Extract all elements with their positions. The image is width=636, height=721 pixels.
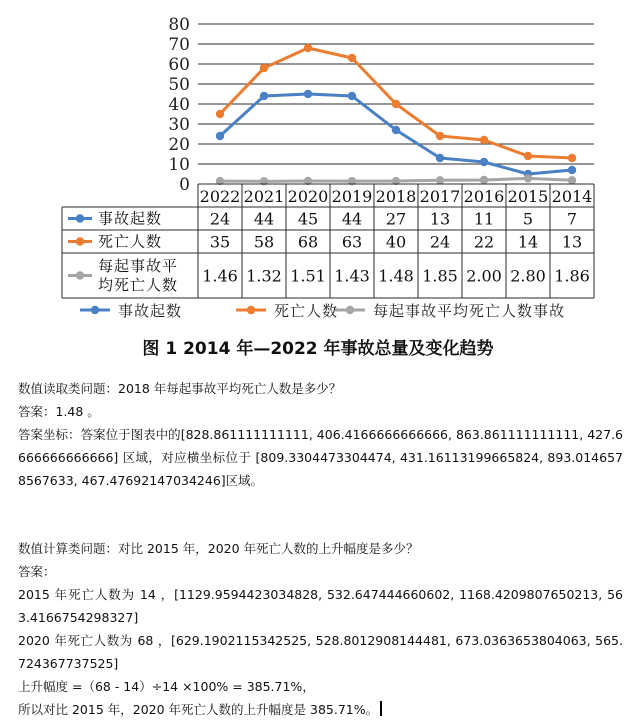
table-cell-value: 14 [517,232,539,252]
table-series-key-marker [76,237,84,245]
answer-2-conclusion-text: 所以对比 2015 年，2020 年死亡人数的上升幅度是 385.71%。 [18,702,379,717]
qa-section-2 [18,537,623,721]
x-tick-label: 2015 [507,187,549,206]
legend-key-marker [91,306,99,314]
question-2: 数值计算类问题：对比 2015 年，2020 年死亡人数的上升幅度是多少？ [18,541,419,556]
answer-2-calculation: 上升幅度 =（68 - 14）÷14 ×100% = 385.71%， [18,679,315,694]
answer-2-line-2020: 2020 年死亡人数为 68 ，[629.1902115342525, 528.8012908144481, 673.0363653804063, 565.724367737525] [18,633,623,671]
table-cell-value: 1.85 [422,266,458,286]
data-point [568,154,576,162]
y-tick-label: 0 [179,175,190,195]
answer-1-coordinates: 答案坐标：答案位于图表中的[828.861111111111, 406.4166666666666, 863.861111111111, 427.6666666666666] 区域，对应横坐标位于 [809.3304473304474, 431.16113199665824, 893.0146578567633, 467.47692147034246]区域。 [18,427,623,488]
text-cursor [380,701,382,716]
legend-key-marker [346,306,354,314]
chart-legend [80,302,565,320]
table-cell-value: 1.32 [246,266,282,286]
x-tick-label: 2016 [463,187,505,206]
table-cell-value: 45 [297,209,319,229]
data-point [216,110,224,118]
table-cell-value: 35 [209,232,231,252]
data-point [304,44,312,52]
table-cell-value: 22 [473,232,495,252]
table-cell-value: 24 [429,232,451,252]
data-point [568,176,576,184]
table-cell-value: 58 [253,232,275,252]
table-cell-value: 11 [473,209,495,229]
y-axis-ticks [168,15,190,195]
table-cell-value: 13 [561,232,583,252]
data-point [480,158,488,166]
data-point [304,90,312,98]
data-point [392,100,400,108]
data-table [62,184,594,298]
y-tick-label: 50 [168,75,190,95]
table-cell-value: 5 [522,209,534,229]
x-tick-label: 2021 [243,187,285,206]
table-cell-value: 1.48 [378,266,414,286]
table-cell-value: 63 [341,232,363,252]
data-point [524,152,532,160]
table-cell-value: 1.51 [290,266,326,286]
data-point [524,174,532,182]
answer-2-label: 答案： [18,564,56,579]
x-tick-label: 2019 [331,187,373,206]
x-tick-label: 2022 [199,187,241,206]
table-cell-value: 44 [341,209,363,229]
data-point [348,54,356,62]
table-cell-value: 2.00 [466,266,502,286]
table-series-key-marker [76,214,84,222]
table-cell-value: 27 [385,209,407,229]
x-tick-label: 2017 [419,187,461,206]
data-point [216,132,224,140]
figure-caption: 图 1 2014 年—2022 年事故总量及变化趋势 [142,339,494,359]
legend-label: 事故起数 [118,302,183,320]
y-tick-label: 10 [168,155,190,175]
y-tick-label: 40 [168,95,190,115]
data-point [260,64,268,72]
data-point [436,154,444,162]
data-point [348,92,356,100]
legend-label: 每起事故平均死亡人数事故 [373,302,566,320]
table-cell-value: 68 [297,232,319,252]
table-row-label: 事故起数 [98,209,163,228]
qa-section [18,377,623,492]
data-point [480,176,488,184]
table-cell-value: 2.80 [510,266,546,286]
y-tick-label: 30 [168,115,190,135]
x-tick-label: 2020 [287,187,329,206]
table-row-label: 均死亡人数 [98,276,179,294]
table-row-label: 死亡人数 [98,232,163,251]
x-tick-label: 2014 [551,187,593,206]
data-point [480,136,488,144]
table-cell-value: 7 [566,209,578,229]
data-point [436,176,444,184]
y-tick-label: 70 [168,35,190,55]
table-cell-value: 40 [385,232,407,252]
y-tick-label: 60 [168,55,190,75]
legend-key-marker [247,306,255,314]
table-cell-value: 13 [429,209,451,229]
answer-2-conclusion [18,698,623,721]
y-tick-label: 20 [168,135,190,155]
answer-2-line-2015: 2015 年死亡人数为 14 ，[1129.9594423034828, 532.647444660602, 1168.4209807650213, 563.4166754298327] [18,587,623,625]
data-point [392,126,400,134]
data-point [436,132,444,140]
table-cell-value: 44 [253,209,275,229]
table-cell-value: 1.46 [202,266,238,286]
legend-label: 死亡人数 [274,302,339,320]
data-point [260,92,268,100]
table-cell-value: 24 [209,209,231,229]
table-cell-value: 1.43 [334,266,370,286]
answer-1: 答案：1.48 。 [18,404,100,419]
table-series-key-marker [76,271,84,279]
table-row-label: 每起事故平 [98,257,179,275]
x-tick-label: 2018 [375,187,417,206]
table-cell-value: 1.86 [554,266,590,286]
question-1: 数值读取类问题：2018 年每起事故平均死亡人数是多少？ [18,381,342,396]
data-point [568,166,576,174]
y-tick-label: 80 [168,15,190,35]
